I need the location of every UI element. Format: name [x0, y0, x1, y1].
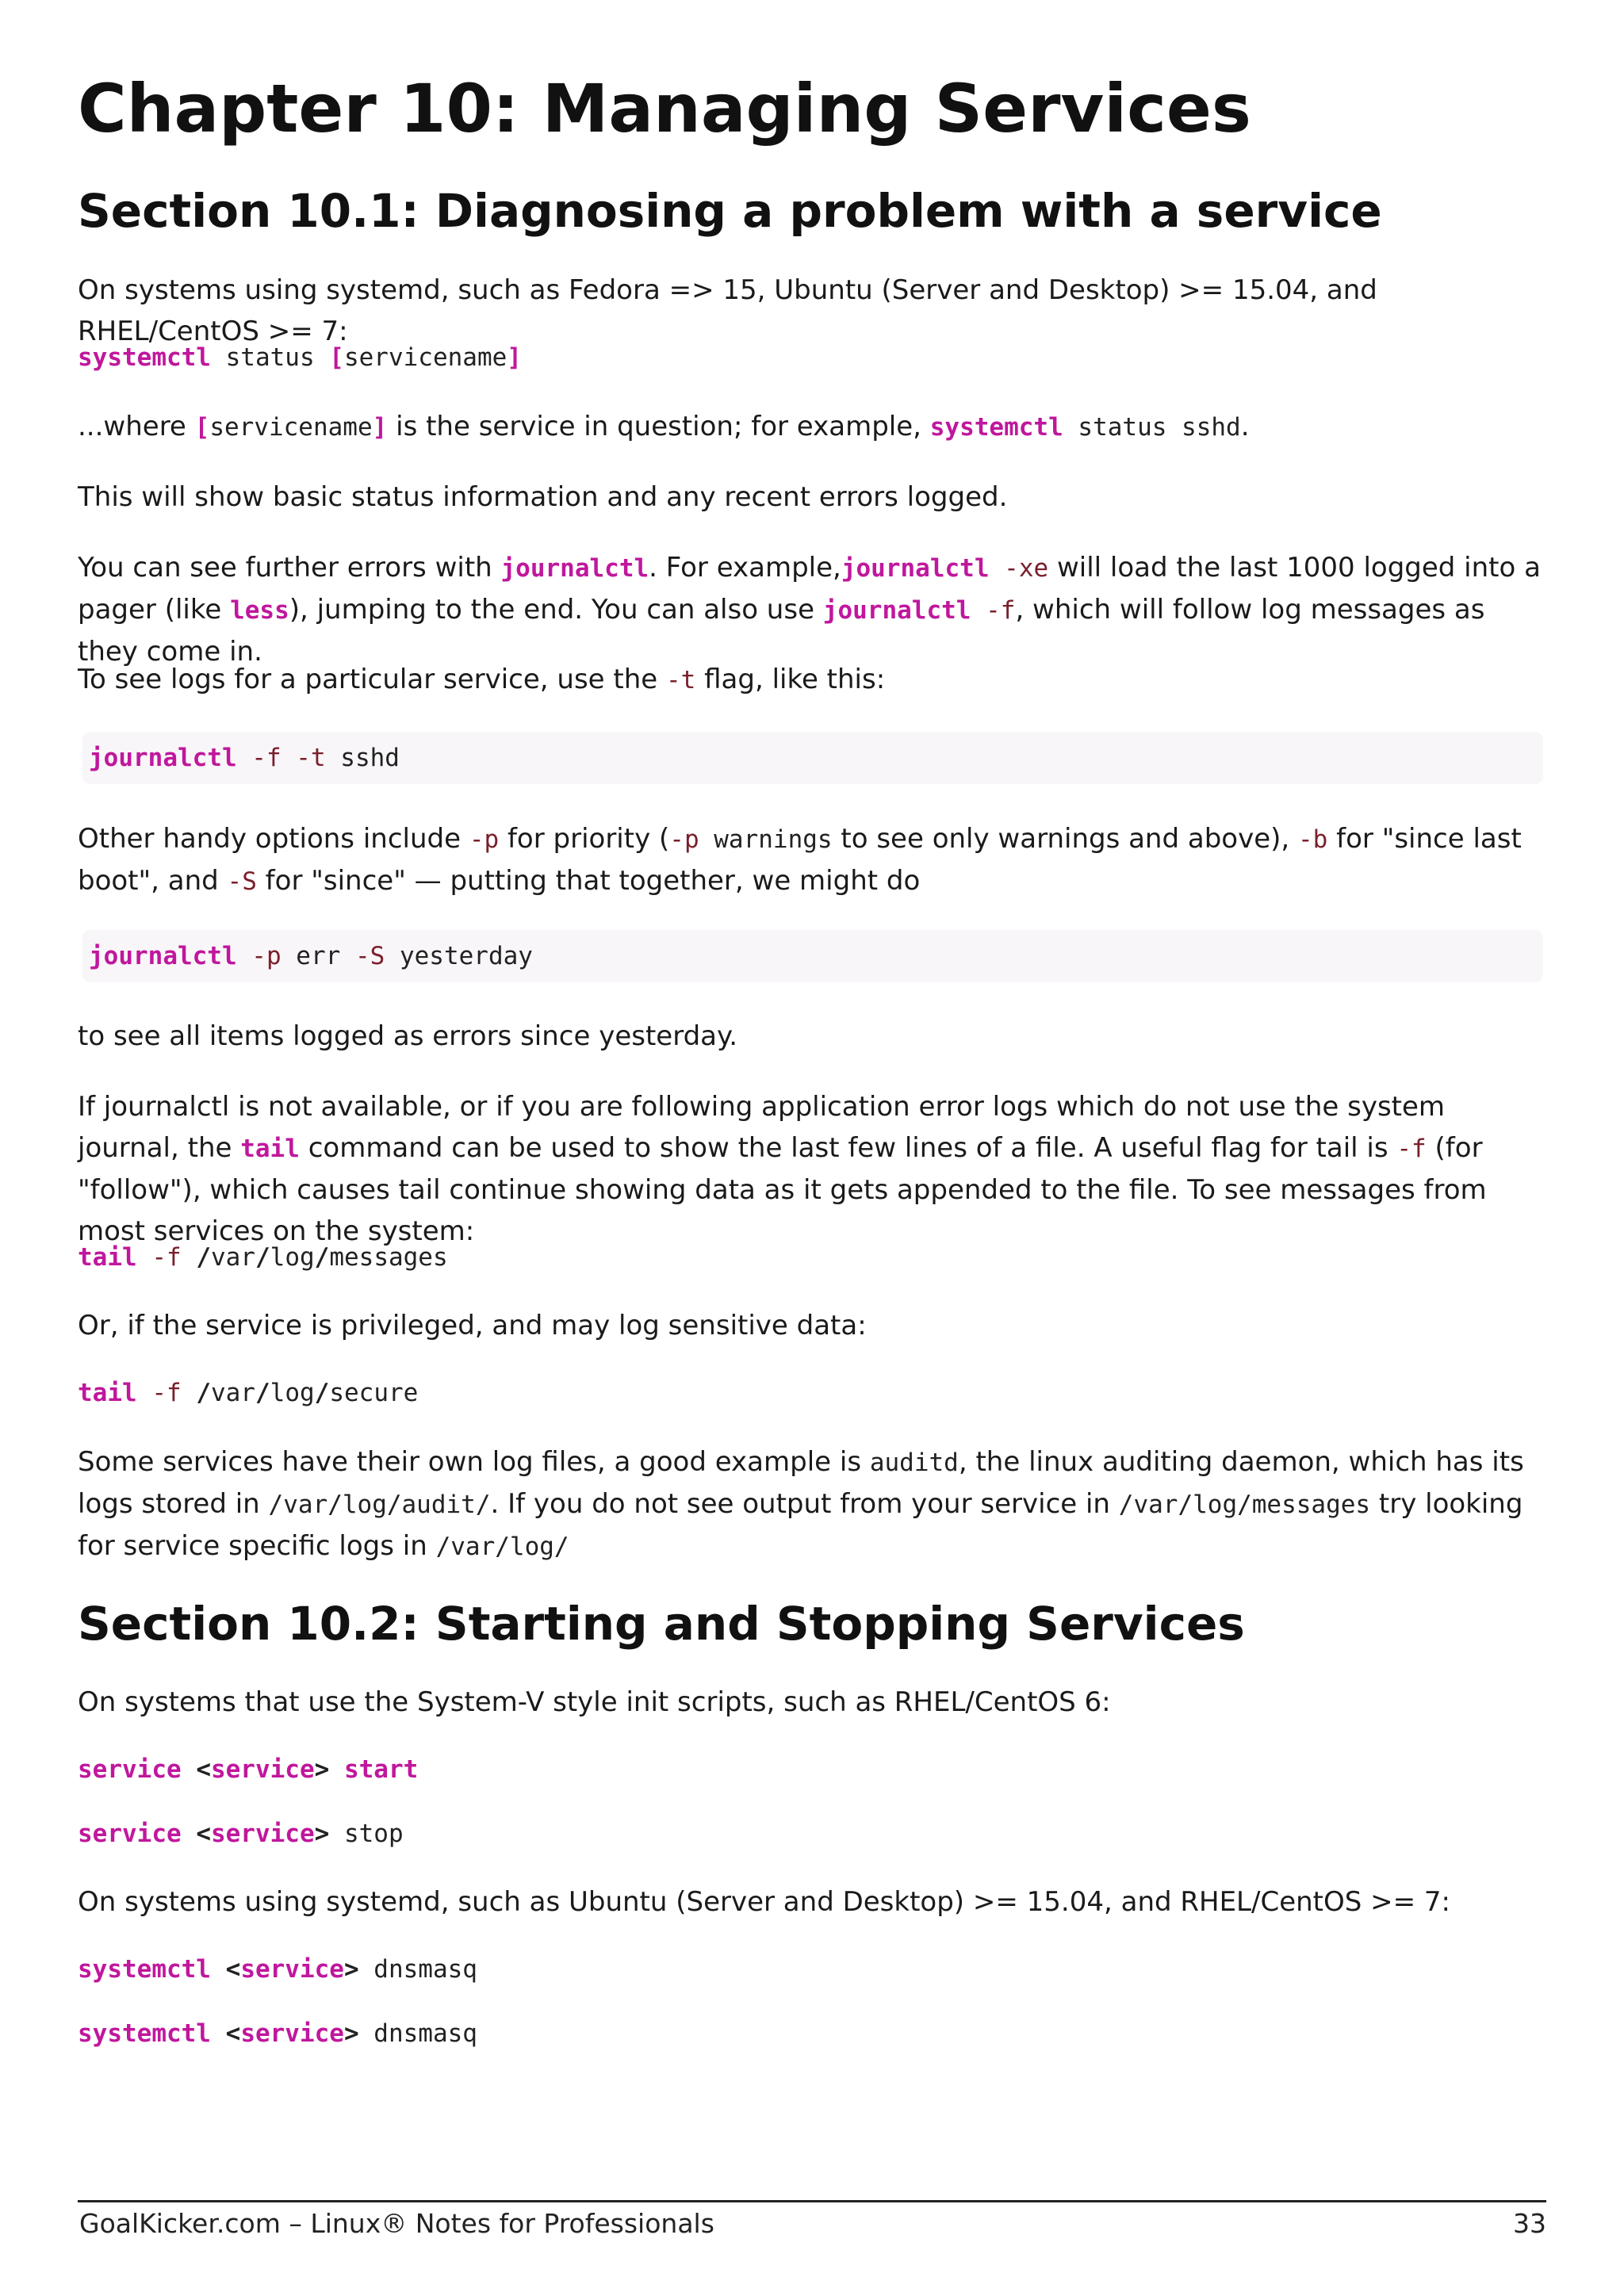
page-number: 33 [1513, 2208, 1546, 2239]
paragraph-systemd-section2: On systems using systemd, such as Ubuntu (Server and Desktop) >= 15.04, and RHEL/CentOS >= 7: [78, 1886, 1451, 1918]
paragraph-own-log-files: Some services have their own log files, a good example is auditd, the linux auditing daemon, which has its logs stored in /var/log/audit/. If you do not see output from your service in /var/log/messages try looking for service specific logs in /var/log/ [78, 1446, 1524, 1562]
footer-divider [78, 2200, 1546, 2202]
chapter-title: Chapter 10: Managing Services [78, 70, 1251, 147]
paragraph-t-flag: To see logs for a particular service, use the -t flag, like this: [78, 664, 886, 695]
code-service-start: service <service> start [78, 1755, 419, 1784]
section-10-2-heading: Section 10.2: Starting and Stopping Services [78, 1597, 1245, 1651]
code-systemctl-status: systemctl status [servicename] [78, 343, 522, 372]
code-block-journalctl-t-sshd: journalctl -f -t sshd [82, 732, 1543, 784]
code-systemctl-dnsmasq-1: systemctl <service> dnsmasq [78, 1955, 477, 1984]
section-10-1-heading: Section 10.1: Diagnosing a problem with a service [78, 184, 1382, 238]
paragraph-errors-since-yesterday: to see all items logged as errors since yesterday. [78, 1020, 738, 1052]
paragraph-journalctl-errors: You can see further errors with journalctl. For example,journalctl -xe will load the last 1000 logged into a pager (like less), jumping to the end. You can also use journalctl -f, which will follow log messages as they come in. [78, 552, 1541, 668]
footer-source: GoalKicker.com – Linux® Notes for Professionals [79, 2208, 714, 2239]
code-tail-secure: tail -f /var/log/secure [78, 1379, 419, 1407]
paragraph-systemd-intro: On systems using systemd, such as Fedora => 15, Ubuntu (Server and Desktop) >= 15.04, and RHEL/CentOS >= 7: [78, 274, 1377, 347]
paragraph-tail-command: If journalctl is not available, or if you are following application error logs which do not use the system journal, the tail command can be used to show the last few lines of a file. A useful flag for tail is -f (for "follow"), which causes tail continue showing data as it gets appended to the file. To see messages from most services on the system: [78, 1091, 1487, 1247]
paragraph-handy-options: Other handy options include -p for priority (-p warnings to see only warnings and above), -b for "since last boot", and -S for "since" — putting that together, we might do [78, 823, 1522, 897]
paragraph-privileged-service: Or, if the service is privileged, and may log sensitive data: [78, 1310, 867, 1341]
code-block-journalctl-p-err: journalctl -p err -S yesterday [82, 930, 1543, 982]
code-service-stop: service <service> stop [78, 1820, 404, 1848]
code-systemctl-dnsmasq-2: systemctl <service> dnsmasq [78, 2019, 477, 2048]
paragraph-where-servicename: ...where [servicename] is the service in question; for example, systemctl status sshd. [78, 411, 1250, 442]
paragraph-basic-status: This will show basic status information and any recent errors logged. [78, 481, 1008, 513]
code-tail-messages: tail -f /var/log/messages [78, 1243, 448, 1272]
paragraph-system-v-intro: On systems that use the System-V style init scripts, such as RHEL/CentOS 6: [78, 1686, 1111, 1718]
